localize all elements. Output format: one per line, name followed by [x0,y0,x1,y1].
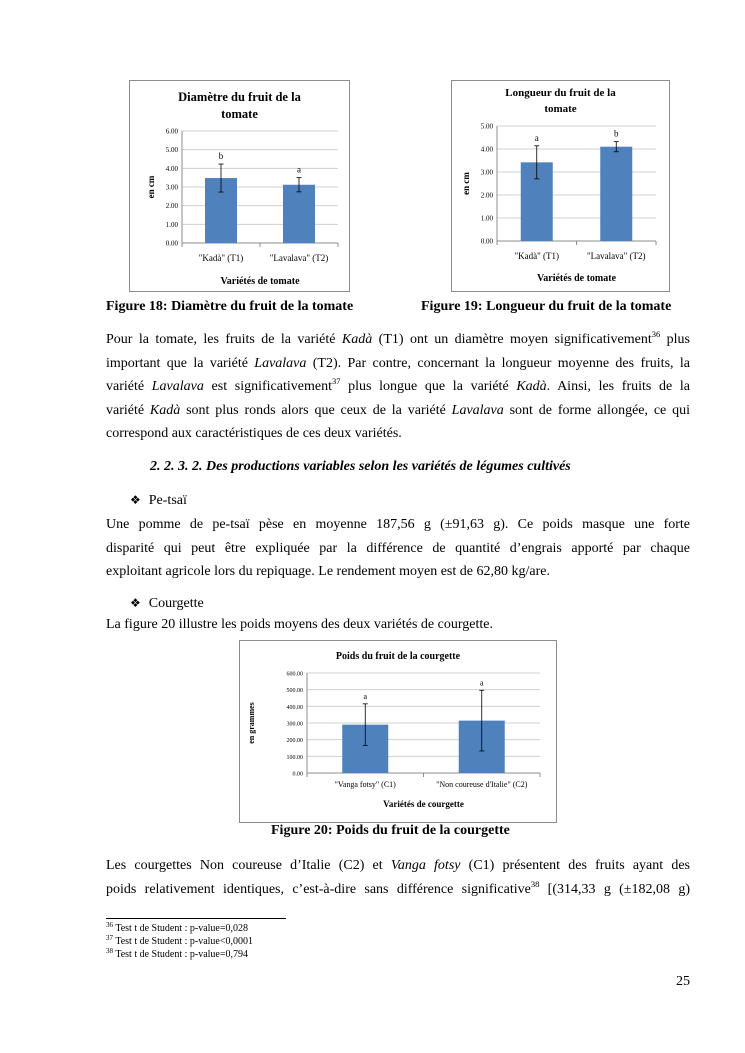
chart-title: Longueur du fruit de la [505,87,616,99]
y-tick-label: 3.00 [165,183,178,192]
y-axis-label: en cm [146,175,156,199]
y-tick-label: 600.00 [286,671,303,678]
chart-title: tomate [544,103,577,115]
page-number: 25 [676,974,690,989]
footnote-ref-38: 38 [530,878,540,889]
y-tick-label: 200.00 [286,738,303,745]
y-tick-label: 500.00 [286,688,303,695]
diamond-bullet-icon: ❖ [130,596,141,610]
chart-fig20 [239,640,557,823]
category-label: "Kadà" (T1) [514,251,560,261]
y-tick-label: 100.00 [286,754,303,761]
significance-letter: b [614,128,619,139]
y-axis-label: en grammes [247,702,256,744]
caption-figure-18: Figure 18: Diamètre du fruit de la tomate [106,299,354,314]
y-tick-label: 400.00 [286,704,303,711]
y-tick-label: 6.00 [165,127,178,136]
section-subheading: 2. 2. 3. 2. Des productions variables selon les variétés de légumes cultivés [150,459,571,474]
caption-figure-20: Figure 20: Poids du fruit de la courgette [271,823,510,838]
paragraph-tomate: Pour la tomate, les fruits de la variété Kadà (T1) ont un diamètre moyen significativement$^{36}$ plus important que la variété Lavalava (T2). Par contre, concernant la longueur moyenne des fruits, la variété Lavalava est significativement$^{37}$ plus longue que la variété Kadà. Ainsi, les fruits de la variété Kadà sont plus ronds alors que ceux de la variété Lavalava sont de forme allongée, ce qui correspond aux caractéristiques de ces deux variétés. [106,329,691,441]
significance-letter: a [297,164,301,175]
x-axis-label: Variétés de courgette [383,799,464,809]
bullet-pe-tsai: ❖ Pe-tsaï [130,493,187,508]
y-tick-label: 3.00 [480,168,493,177]
category-label: "Vanga fotsy" (C1) [334,780,396,789]
y-tick-label: 4.00 [480,145,493,154]
significance-letter: a [363,691,368,701]
chart-title: Diamètre du fruit de la [178,90,301,104]
x-axis-label: Variétés de tomate [220,276,300,287]
y-tick-label: 2.00 [480,191,493,200]
chart-poids-courgette [240,641,556,822]
x-axis-label: Variétés de tomate [536,273,617,284]
footnote-separator [106,918,286,919]
caption-figure-19: Figure 19: Longueur du fruit de la tomate [421,299,672,314]
footnote-ref-36: 36 [651,329,661,339]
category-label: "Kadà" (T1) [198,253,244,263]
y-tick-label: 300.00 [286,721,303,728]
paragraph-figure20-intro: La figure 20 illustre les poids moyens des deux variétés de courgette. [106,617,493,632]
y-tick-label: 2.00 [165,202,178,211]
bar [283,185,315,243]
y-tick-label: 5.00 [165,146,178,155]
significance-letter: a [479,678,484,688]
y-tick-label: 0.00 [292,771,303,778]
y-tick-label: 5.00 [480,122,493,131]
diamond-bullet-icon: ❖ [130,493,141,507]
y-tick-label: 0.00 [480,237,493,246]
chart-fig19 [451,80,670,292]
y-tick-label: 0.00 [165,239,178,248]
category-label: "Non coureuse d'Italie" (C2) [436,780,528,789]
footnote-36: $^{36}$ Test t de Student : p-value=0,028 [106,921,249,934]
y-axis-label: en cm [461,172,471,195]
chart-diametre-tomate [130,81,349,291]
category-label: "Lavalava" (T2) [586,251,646,261]
paragraph-pe-tsai: Une pomme de pe-tsaï pèse en moyenne 187,56 g (±91,63 g). Ce poids masque une forte disparité qui peut être expliquée par la différence de quantité d’engrais apporté par chaque exploitant agricole lors du repiquage. Le rendement moyen est de 62,80 kg/are. [106,517,690,579]
paragraph-courgette: Les courgettes Non coureuse d’Italie (C2) et Vanga fotsy (C1) présentent des fruits ayant des poids relativement identiques, c’est-à-dire sans différence significative$^{38}$ [(314,33 g (±182,08 g) [106,858,691,897]
significance-letter: b [218,151,224,162]
y-tick-label: 4.00 [165,164,178,173]
y-tick-label: 1.00 [480,214,493,223]
chart-longueur-tomate [452,81,669,291]
footnote-37: $^{37}$ Test t de Student : p-value<0,0001 [106,934,254,947]
chart-title: Poids du fruit de la courgette [335,651,461,662]
footnote-ref-37: 37 [331,376,341,386]
category-label: "Lavalava" (T2) [269,253,329,263]
footnote-38: $^{38}$ Test t de Student : p-value=0,794 [106,947,249,960]
bar [600,147,632,241]
chart-fig18 [129,80,350,292]
bullet-courgette: ❖ Courgette [130,596,204,611]
y-tick-label: 1.00 [165,220,178,229]
significance-letter: a [534,132,539,143]
chart-title: tomate [221,107,258,121]
